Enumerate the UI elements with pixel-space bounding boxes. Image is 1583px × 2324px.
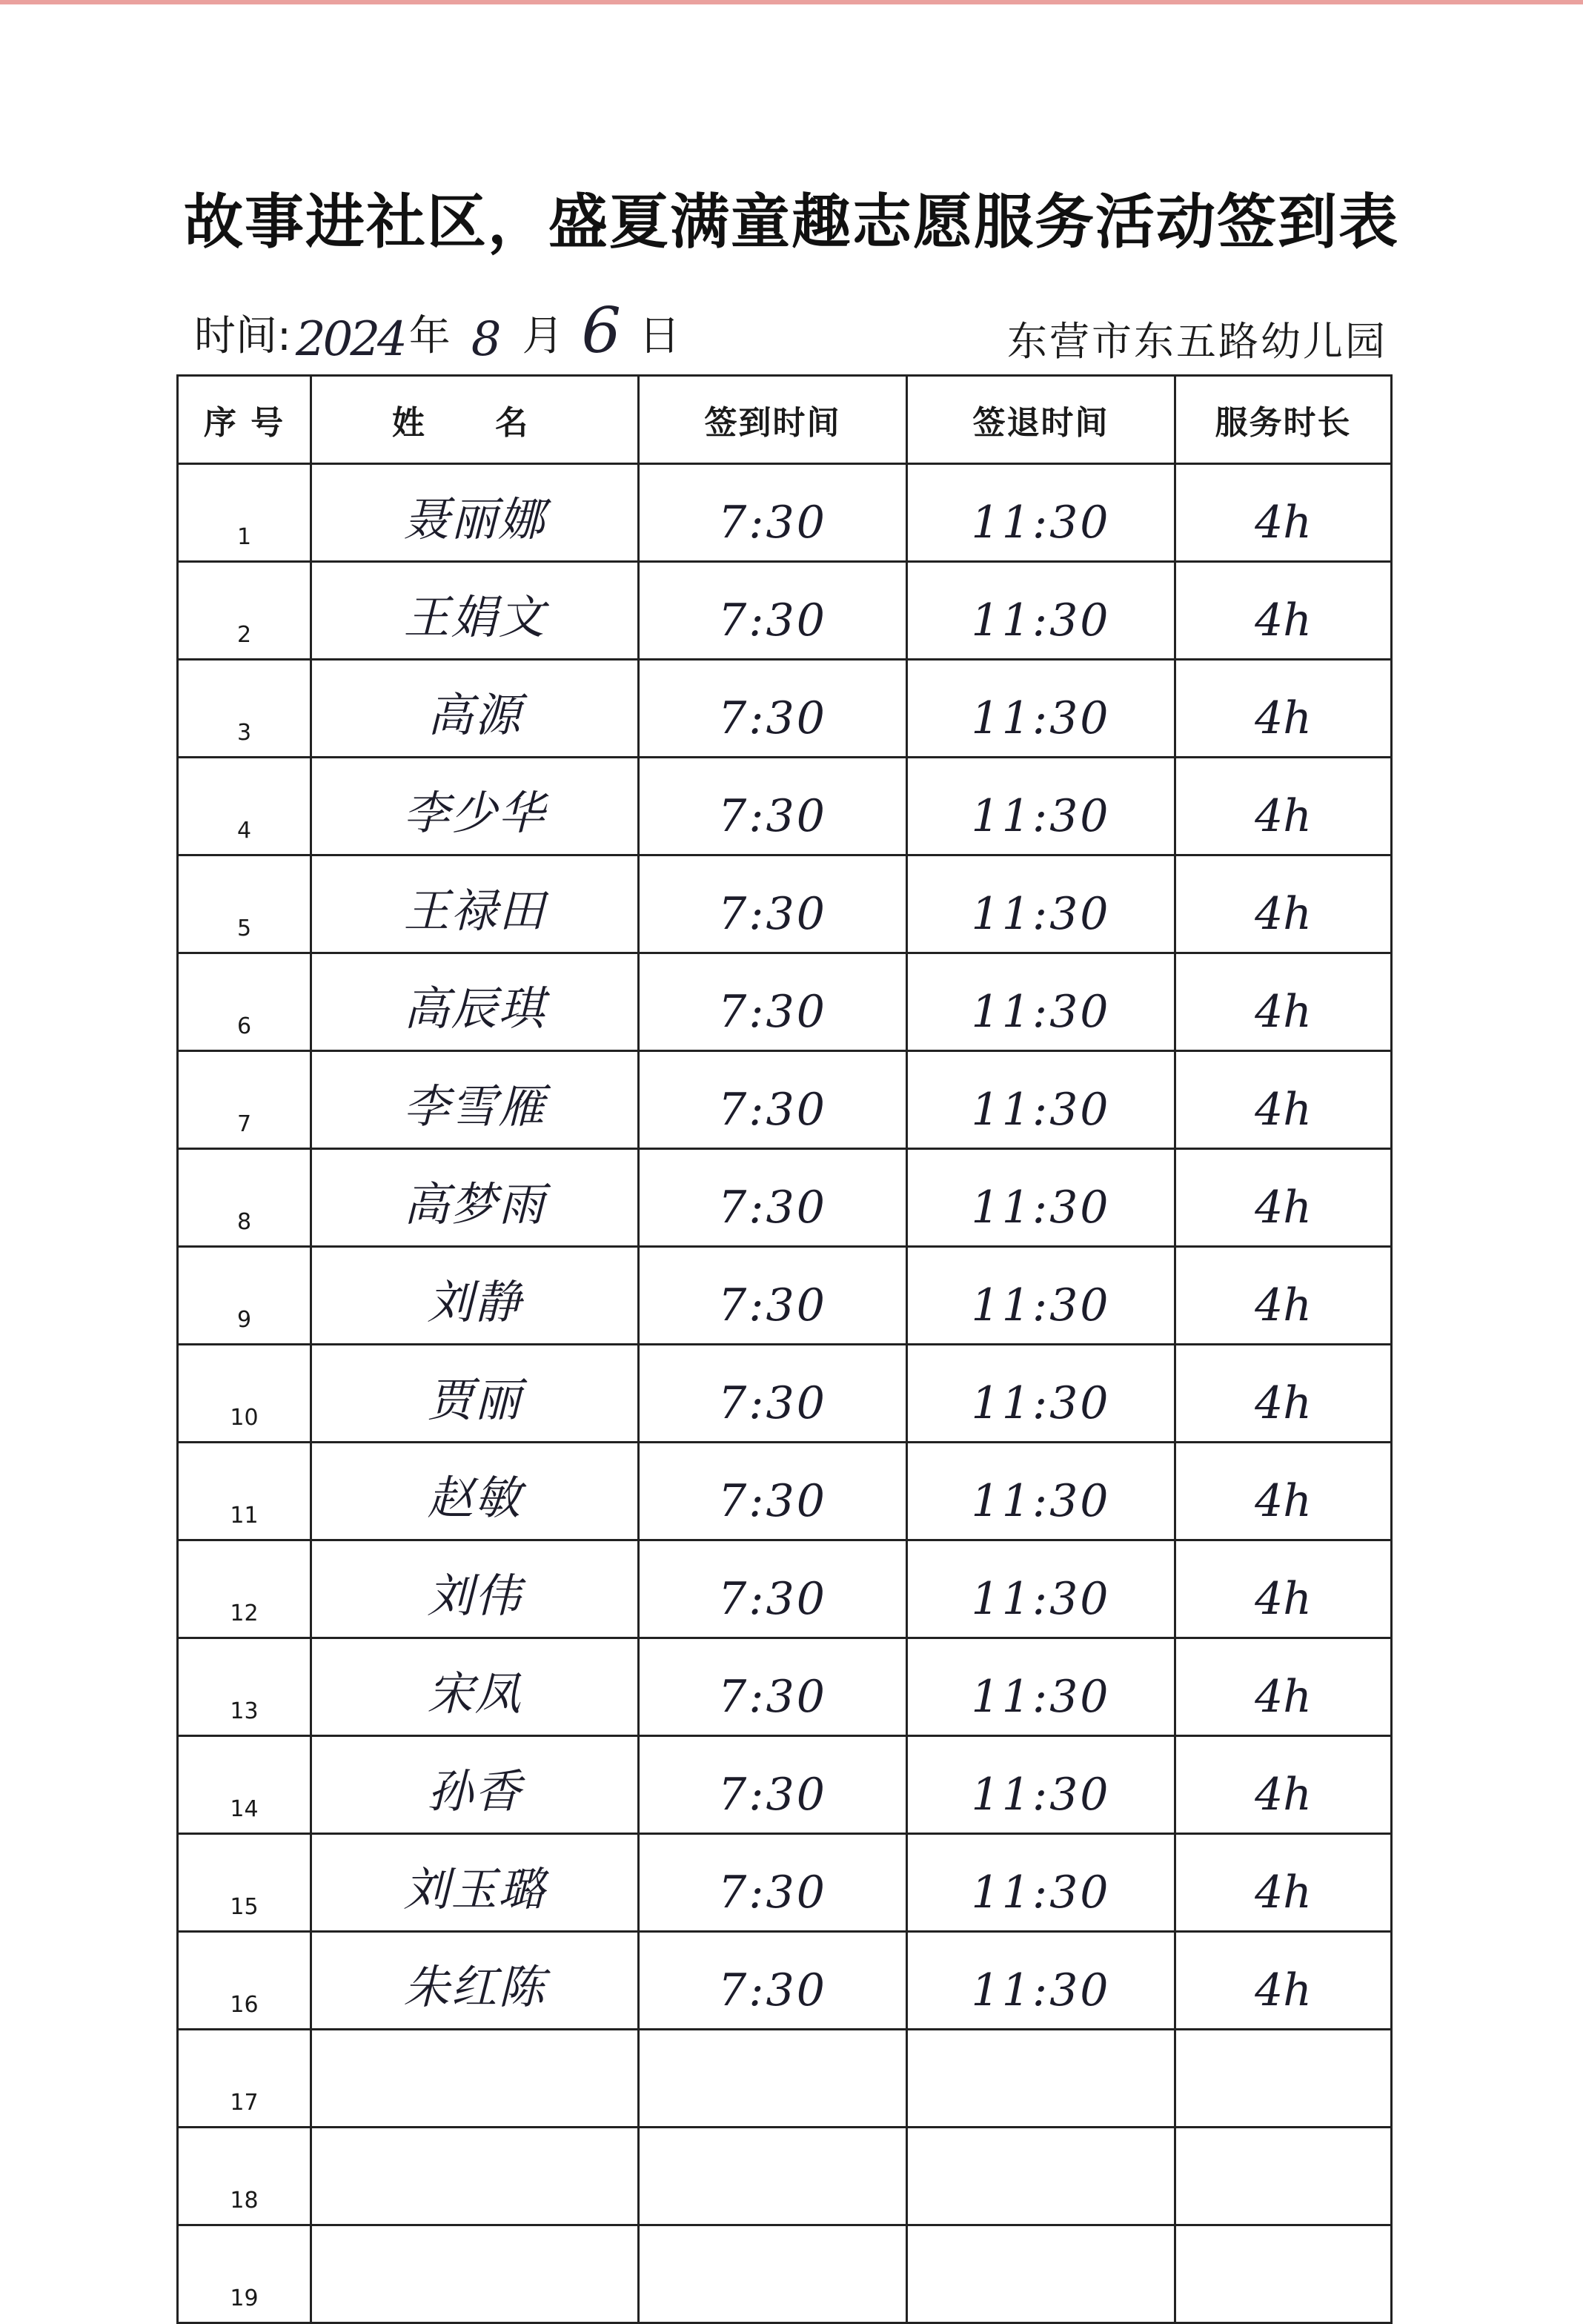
row-number: 13 [178, 1638, 311, 1736]
row-number: 4 [178, 758, 311, 855]
table-row [178, 464, 1392, 562]
service-duration [1175, 2030, 1392, 2128]
header-duration: 服务时长 [1175, 376, 1392, 464]
signature-name: 刘伟 [311, 1540, 639, 1638]
signature-name [311, 2225, 639, 2323]
row-number: 7 [178, 1051, 311, 1149]
row-number: 16 [178, 1932, 311, 2030]
sign-out-time: 11:30 [907, 1834, 1175, 1932]
signature-name: 聂丽娜 [311, 464, 639, 562]
row-number: 10 [178, 1345, 311, 1443]
date-day: 6 [581, 294, 621, 367]
date-month-unit: 月 [522, 312, 564, 360]
signature-name: 刘玉璐 [311, 1834, 639, 1932]
sign-out-time: 11:30 [907, 758, 1175, 855]
signature-name: 李少华 [311, 758, 639, 855]
row-number: 17 [178, 2030, 311, 2128]
sign-out-time [907, 2030, 1175, 2128]
signature-name: 朱红陈 [311, 1932, 639, 2030]
sign-in-time: 7:30 [639, 1345, 907, 1443]
service-duration: 4h [1175, 562, 1392, 660]
sign-in-time: 7:30 [639, 953, 907, 1051]
sign-out-time: 11:30 [907, 1540, 1175, 1638]
table-row [178, 1834, 1392, 1932]
signature-name: 孙香 [311, 1736, 639, 1834]
sign-in-time: 7:30 [639, 1638, 907, 1736]
sign-out-time: 11:30 [907, 1443, 1175, 1540]
table-row [178, 1540, 1392, 1638]
sign-in-time: 7:30 [639, 1736, 907, 1834]
sign-out-time [907, 2128, 1175, 2225]
service-duration: 4h [1175, 464, 1392, 562]
sign-in-time: 7:30 [639, 855, 907, 953]
service-duration: 4h [1175, 1149, 1392, 1247]
page-title: 故事进社区，盛夏满童趣志愿服务活动签到表 [184, 188, 1399, 256]
date-year-unit: 年 [408, 312, 451, 360]
row-number: 6 [178, 953, 311, 1051]
sign-in-time [639, 2225, 907, 2323]
table-row [178, 2128, 1392, 2225]
organization-name: 东营市东五路幼儿园 [1007, 318, 1387, 365]
table-row [178, 1247, 1392, 1345]
signature-name: 刘静 [311, 1247, 639, 1345]
sign-in-time: 7:30 [639, 758, 907, 855]
service-duration: 4h [1175, 1443, 1392, 1540]
sign-out-time: 11:30 [907, 1638, 1175, 1736]
sign-out-time: 11:30 [907, 464, 1175, 562]
sign-in-time: 7:30 [639, 1932, 907, 2030]
date-year: 2024 [295, 312, 405, 367]
sign-out-time: 11:30 [907, 855, 1175, 953]
signature-name [311, 2128, 639, 2225]
service-duration: 4h [1175, 660, 1392, 758]
table-row [178, 2030, 1392, 2128]
table-row [178, 562, 1392, 660]
service-duration: 4h [1175, 1932, 1392, 2030]
row-number: 18 [178, 2128, 311, 2225]
service-duration: 4h [1175, 1638, 1392, 1736]
signature-name: 高辰琪 [311, 953, 639, 1051]
service-duration: 4h [1175, 1345, 1392, 1443]
table-row [178, 953, 1392, 1051]
table-row [178, 758, 1392, 855]
header-sign-out: 签退时间 [907, 376, 1175, 464]
service-duration: 4h [1175, 1736, 1392, 1834]
table-row [178, 1051, 1392, 1149]
date-label: 时间: [194, 312, 291, 360]
sign-out-time: 11:30 [907, 953, 1175, 1051]
service-duration: 4h [1175, 953, 1392, 1051]
signature-name: 赵敏 [311, 1443, 639, 1540]
row-number: 1 [178, 464, 311, 562]
sign-out-time: 11:30 [907, 1932, 1175, 2030]
sign-in-time: 7:30 [639, 660, 907, 758]
row-number: 3 [178, 660, 311, 758]
service-duration: 4h [1175, 855, 1392, 953]
row-number: 9 [178, 1247, 311, 1345]
row-number: 15 [178, 1834, 311, 1932]
header-sign-in: 签到时间 [639, 376, 907, 464]
sign-in-time: 7:30 [639, 562, 907, 660]
signature-name: 李雪雁 [311, 1051, 639, 1149]
sign-in-time: 7:30 [639, 1051, 907, 1149]
table-row [178, 1149, 1392, 1247]
table-row [178, 1345, 1392, 1443]
top-edge-stripe [0, 0, 1583, 4]
signature-name: 王娟文 [311, 562, 639, 660]
header-index: 序 号 [178, 376, 311, 464]
signature-name: 贾丽 [311, 1345, 639, 1443]
table-row [178, 1932, 1392, 2030]
sign-in-time: 7:30 [639, 1247, 907, 1345]
signature-name: 高源 [311, 660, 639, 758]
sign-in-time: 7:30 [639, 1149, 907, 1247]
table-row [178, 2225, 1392, 2323]
sign-in-time: 7:30 [639, 1443, 907, 1540]
date-day-unit: 日 [638, 312, 680, 360]
header-name: 姓 名 [311, 376, 639, 464]
sign-in-time [639, 2030, 907, 2128]
date-line [194, 294, 680, 367]
date-month: 8 [471, 312, 502, 367]
row-number: 5 [178, 855, 311, 953]
table-row [178, 1638, 1392, 1736]
row-number: 2 [178, 562, 311, 660]
table-row [178, 660, 1392, 758]
sign-in-time: 7:30 [639, 464, 907, 562]
sign-out-time: 11:30 [907, 1149, 1175, 1247]
sign-in-table [176, 374, 1393, 2324]
row-number: 8 [178, 1149, 311, 1247]
sign-in-time [639, 2128, 907, 2225]
signature-name [311, 2030, 639, 2128]
sign-out-time [907, 2225, 1175, 2323]
service-duration [1175, 2225, 1392, 2323]
service-duration: 4h [1175, 1051, 1392, 1149]
row-number: 12 [178, 1540, 311, 1638]
table-row [178, 1443, 1392, 1540]
service-duration: 4h [1175, 758, 1392, 855]
row-number: 19 [178, 2225, 311, 2323]
row-number: 14 [178, 1736, 311, 1834]
signature-name: 宋凤 [311, 1638, 639, 1736]
signature-name: 高梦雨 [311, 1149, 639, 1247]
sign-out-time: 11:30 [907, 562, 1175, 660]
sign-out-time: 11:30 [907, 1736, 1175, 1834]
sign-in-time: 7:30 [639, 1834, 907, 1932]
sign-out-time: 11:30 [907, 660, 1175, 758]
service-duration: 4h [1175, 1540, 1392, 1638]
sign-out-time: 11:30 [907, 1247, 1175, 1345]
sign-out-time: 11:30 [907, 1345, 1175, 1443]
sign-out-time: 11:30 [907, 1051, 1175, 1149]
table-header-row [178, 376, 1392, 464]
table-row [178, 1736, 1392, 1834]
service-duration: 4h [1175, 1834, 1392, 1932]
sign-in-time: 7:30 [639, 1540, 907, 1638]
row-number: 11 [178, 1443, 311, 1540]
table-row [178, 855, 1392, 953]
service-duration: 4h [1175, 1247, 1392, 1345]
signature-name: 王禄田 [311, 855, 639, 953]
service-duration [1175, 2128, 1392, 2225]
